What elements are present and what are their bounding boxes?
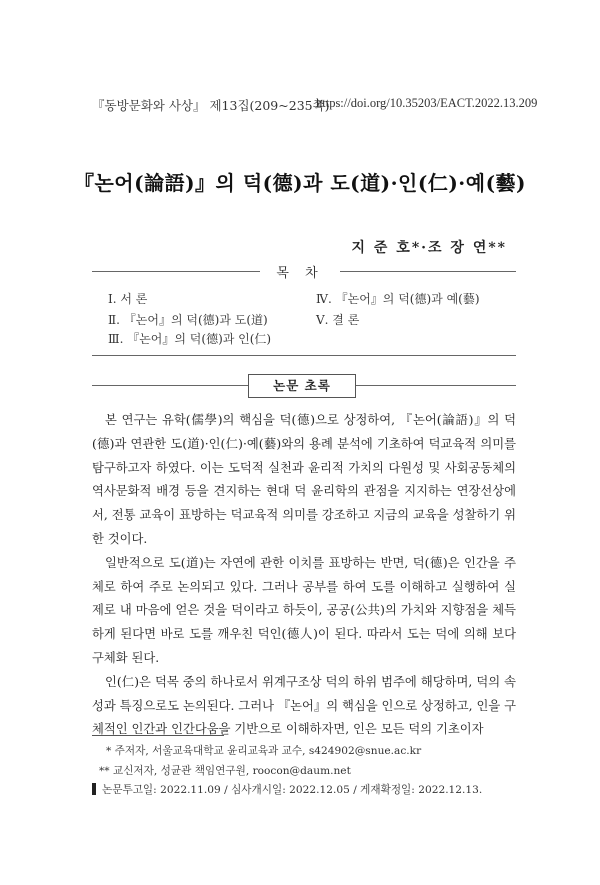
- toc-item[interactable]: Ⅱ. 『논어』의 덕(德)과 도(道): [108, 313, 268, 327]
- toc-heading: [0, 262, 600, 281]
- author-names: 지 준 호*·조 장 연**: [351, 240, 507, 256]
- abstract-paragraph: 일반적으로 도(道)는 자연에 관한 이치를 표방하는 반면, 덕(德)은 인간을 주체로 하여 주로 논의되고 있다. 그러나 공부를 하여 도를 이해하고 실행하여 실제로 내 마음에 얻은 것을 덕이라고 하듯이, 공공(公共)의 가치와 지향점을 체득하게 된다면 바로 도를 깨우친 덕인(德人)이 된다. 따라서 도는 덕에 의해 보다 구체화 된다.: [92, 555, 516, 665]
- journal-citation: 『동방문화와 사상』 제13집(209~235쪽): [92, 98, 330, 113]
- toc-item[interactable]: Ⅴ. 결 론: [316, 313, 360, 327]
- toc-item[interactable]: Ⅰ. 서 론: [108, 292, 148, 306]
- toc-heading-text: 목 차: [260, 266, 339, 281]
- footnote-corresponding-author: ** 교신저자, 성균관 책임연구원, roocon@daum.net: [99, 765, 351, 777]
- toc-item[interactable]: Ⅲ. 『논어』의 덕(德)과 인(仁): [108, 332, 272, 346]
- paper-title: 『논어(論語)』의 덕(德)과 도(道)·인(仁)·예(藝): [73, 171, 527, 195]
- abstract-paragraph: 본 연구는 유학(儒學)의 핵심을 덕(德)으로 상정하여, 『논어(論語)』의 덕(德)과 연관한 도(道)·인(仁)·예(藝)와의 용례 분석에 기초하여 덕교육적 의미를 탐구하고자 하였다. 이는 도덕적 실천과 윤리적 가치의 다원성 및 사회공동체의 역사문화적 배경 등을 견지하는 현대 덕 윤리학의 관점을 지지하는 연장선상에서, 전통 교육이 표방하는 덕교육적 의미를 강조하고 지금의 교육을 성찰하기 위한 것이다.: [92, 413, 516, 546]
- doi-link[interactable]: https://doi.org/10.35203/EACT.2022.13.209: [316, 96, 538, 110]
- footnote-dates: [92, 782, 482, 797]
- toc-item[interactable]: Ⅳ. 『논어』의 덕(德)과 예(藝): [316, 292, 480, 306]
- footnote-main-author: * 주저자, 서울교육대학교 윤리교육과 교수, s424902@snue.ac.kr: [106, 745, 422, 757]
- footnote-divider: [92, 735, 224, 736]
- abstract-body: [92, 409, 516, 742]
- abstract-paragraph: 인(仁)은 덕목 중의 하나로서 위계구조상 덕의 하위 범주에 해당하며, 덕의 속성과 특징으로도 논의된다. 그러나 『논어』의 핵심을 인으로 상정하고, 인을 구체적인 인간과 인간다움을 기반으로 이해하자면, 인은 모든 덕의 기초이자: [92, 674, 516, 737]
- bullet-marker-icon: [92, 783, 96, 795]
- abstract-label: 논문 초록: [248, 374, 356, 398]
- footnote-dates-text: 논문투고일: 2022.11.09 / 심사개시일: 2022.12.05 / 게재확정일: 2022.12.13.: [102, 784, 483, 796]
